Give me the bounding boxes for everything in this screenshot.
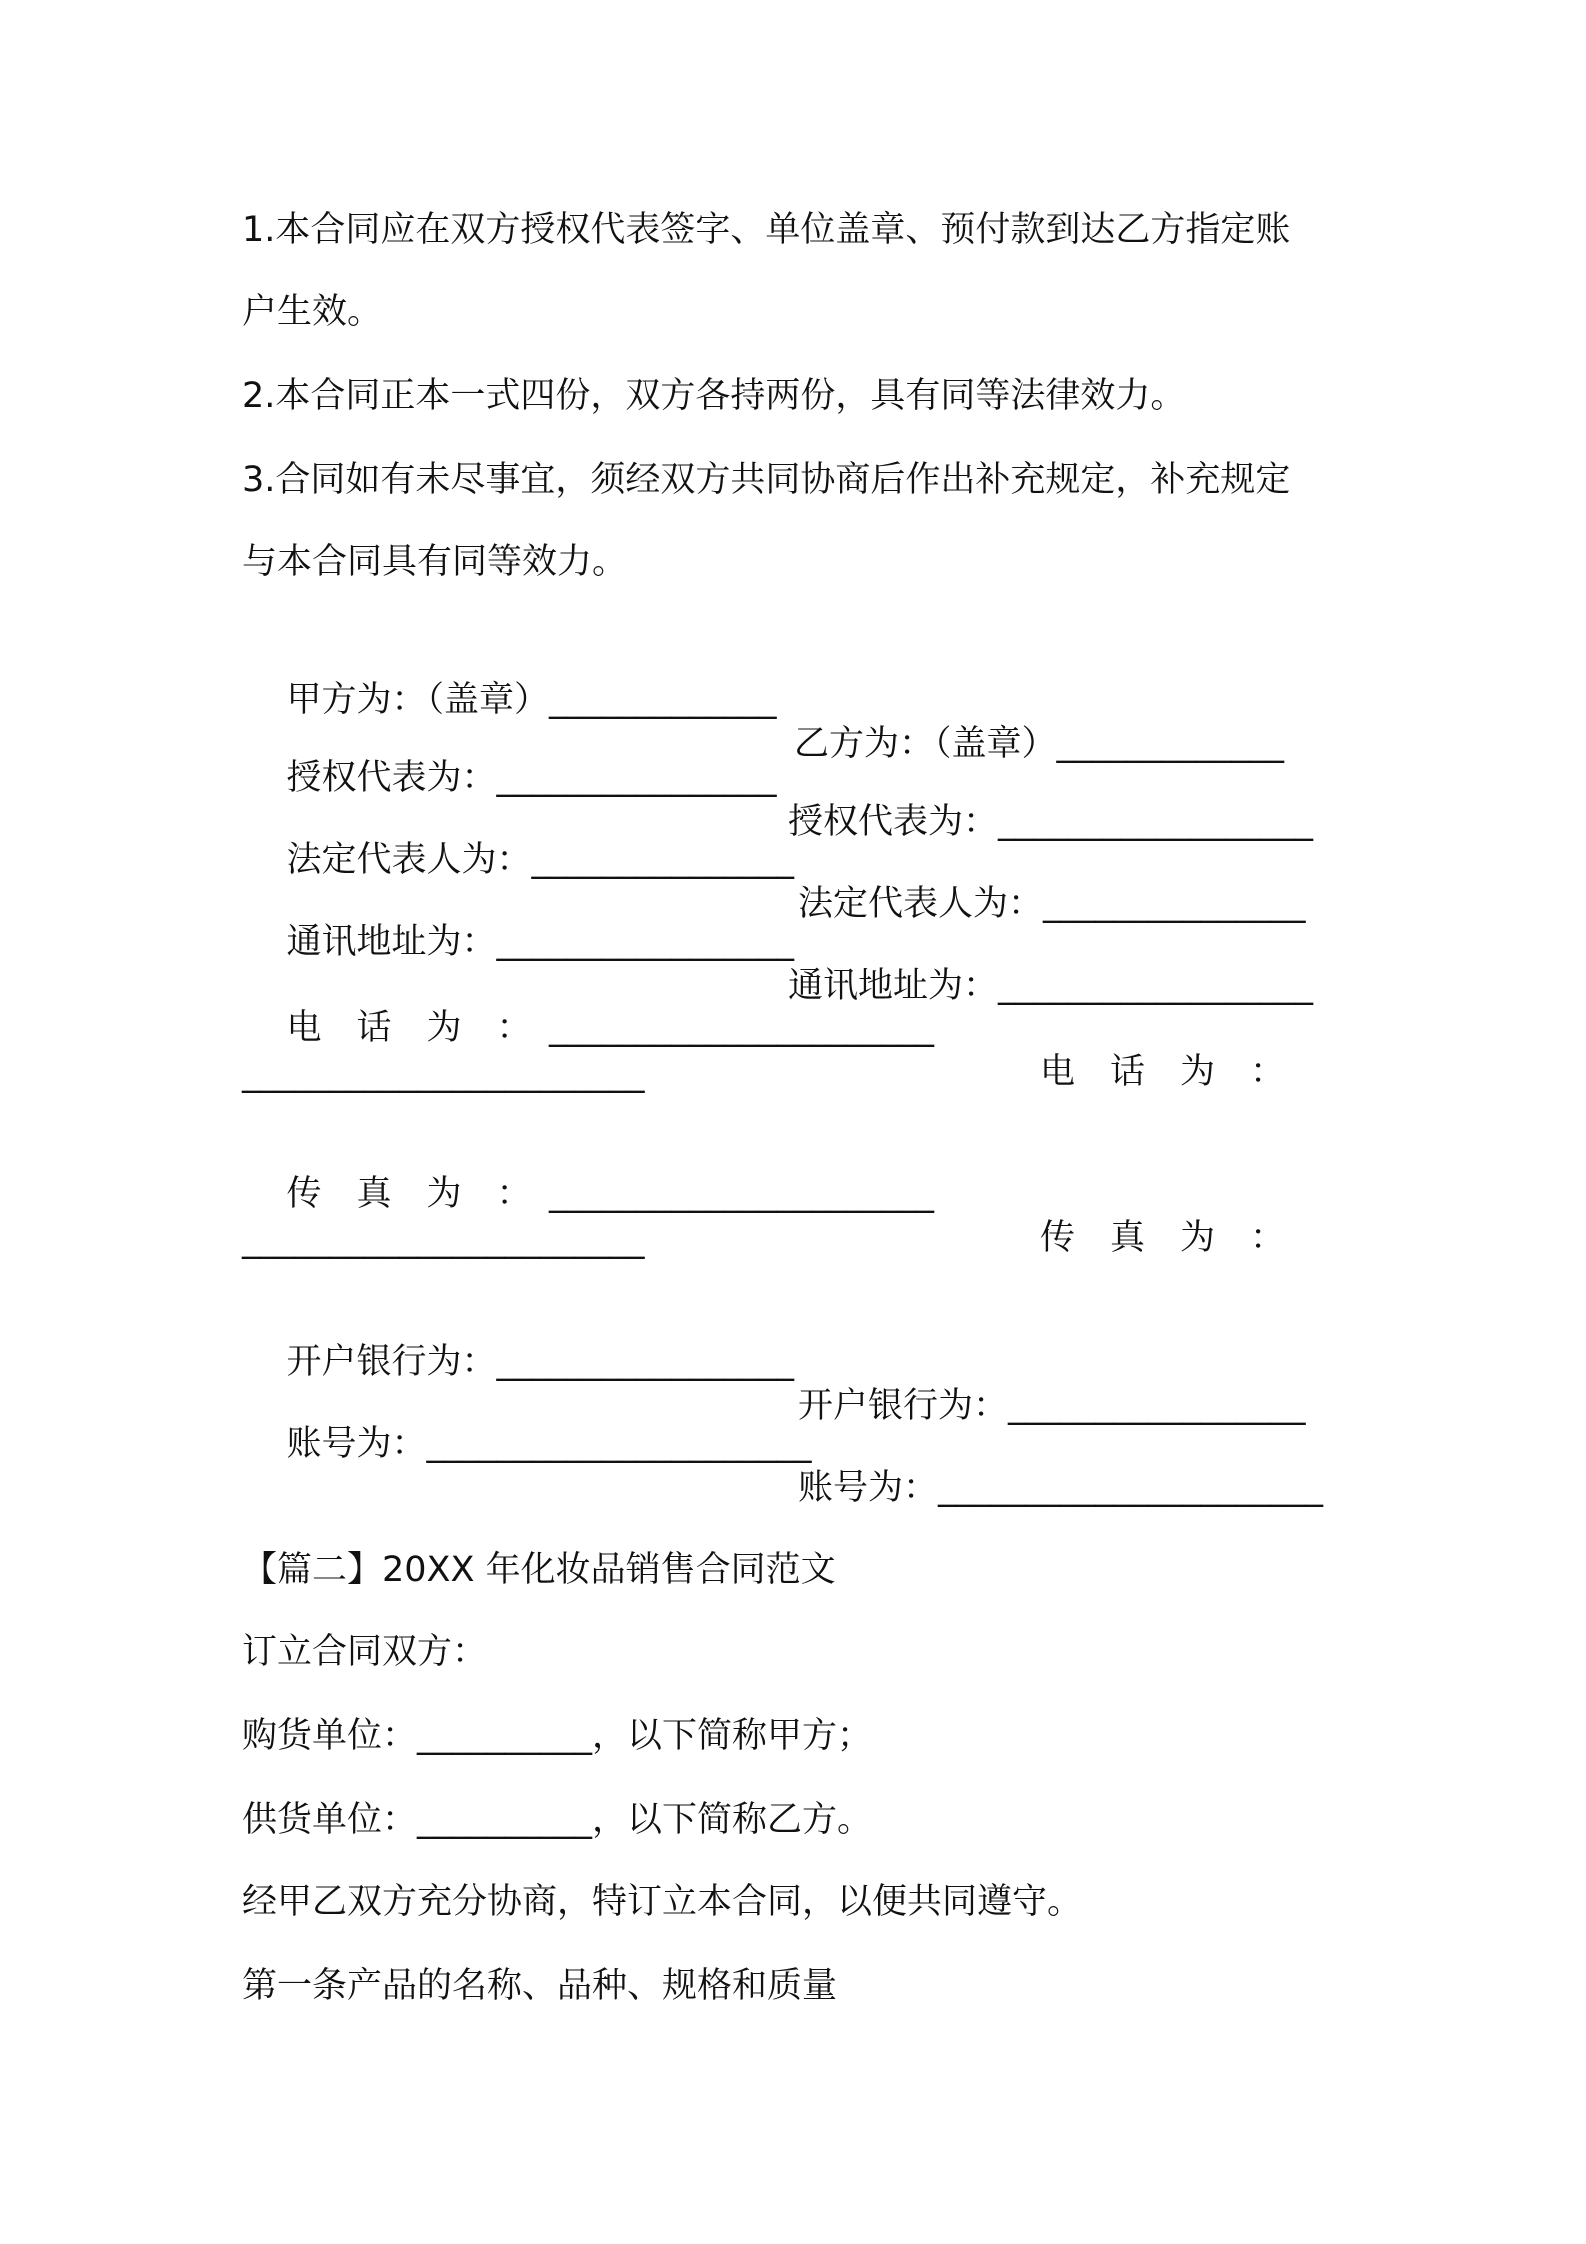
party-a-address-field: 通讯地址为：_________________ — [286, 922, 795, 962]
section-2-heading: 【篇二】20XX 年化妆品销售合同范文 — [242, 1550, 836, 1590]
section-2-line-1: 订立合同双方： — [242, 1632, 488, 1672]
party-a-account-field: 账号为：______________________ — [286, 1424, 812, 1464]
section-2-line-4: 经甲乙双方充分协商，特订立本合同，以便共同遵守。 — [242, 1882, 1083, 1922]
party-b-fax-blank: _______________________ — [242, 1220, 645, 1260]
party-b-bank-field: 开户银行为：_________________ — [798, 1386, 1306, 1426]
party-b-phone-blank: _______________________ — [242, 1054, 645, 1094]
clause-1-line-1: 1.本合同应在双方授权代表签字、单位盖章、预付款到达乙方指定账 — [242, 210, 1291, 250]
party-a-bank-field: 开户银行为：_________________ — [286, 1342, 795, 1382]
clause-2: 2.本合同正本一式四份，双方各持两份，具有同等法律效力。 — [242, 376, 1186, 416]
phone-row — [242, 962, 1356, 1138]
party-b-seal-field: 乙方为：（盖章）_____________ — [794, 724, 1285, 764]
party-a-fax-field: 传 真 为 ： ______________________ — [286, 1174, 935, 1214]
party-b-fax-label: 传 真 为 ： — [1040, 1218, 1286, 1258]
party-b-legal-field: 法定代表人为：_______________ — [798, 884, 1306, 924]
section-2-line-2: 购货单位：__________，以下简称甲方； — [242, 1716, 873, 1756]
party-b-rep-field: 授权代表为：__________________ — [788, 802, 1314, 842]
party-a-rep-field: 授权代表为：________________ — [286, 758, 777, 798]
clause-1-line-2: 户生效。 — [242, 292, 383, 332]
fax-row — [242, 1128, 1356, 1304]
party-b-phone-label: 电 话 为 ： — [1040, 1052, 1286, 1092]
account-row — [242, 1378, 1356, 1554]
clause-3-line-1: 3.合同如有未尽事宜，须经双方共同协商后作出补充规定，补充规定 — [242, 460, 1291, 500]
party-a-seal-field: 甲方为：（盖章）_____________ — [286, 680, 777, 720]
section-2-line-3: 供货单位：__________，以下简称乙方。 — [242, 1800, 873, 1840]
clause-3-line-2: 与本合同具有同等效力。 — [242, 542, 628, 582]
party-b-address-field: 通讯地址为：__________________ — [788, 966, 1314, 1006]
party-a-legal-field: 法定代表人为：_______________ — [286, 840, 795, 880]
section-2-line-5: 第一条产品的名称、品种、规格和质量 — [242, 1966, 838, 2006]
party-a-phone-field: 电 话 为 ： ______________________ — [286, 1008, 935, 1048]
party-b-account-field: 账号为：______________________ — [798, 1468, 1324, 1508]
